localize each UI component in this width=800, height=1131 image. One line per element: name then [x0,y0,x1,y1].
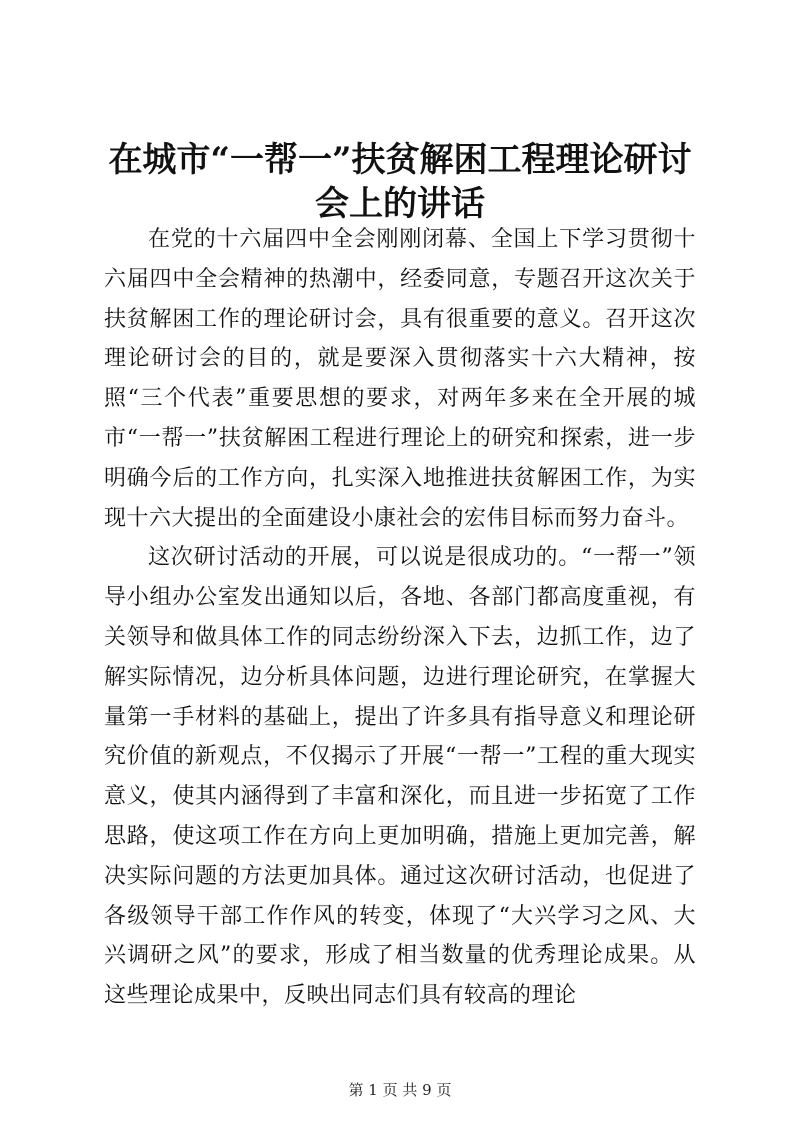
document-title: 在城市“一帮一”扶贫解困工程理论研讨会上的讲话 [108,140,692,224]
paragraph-2: 这次研讨活动的开展，可以说是很成功的。“一帮一”领导小组办公室发出通知以后，各地、各部门都高度重视，有关领导和做具体工作的同志纷纷深入下去，边抓工作，边了解实际情况，边分析具体问题，边进行理论研究，在掌握大量第一手材料的基础上，提出了许多具有指导意义和理论研究价值的新观点，不仅揭示了开展“一帮一”工程的重大现实意义，使其内涵得到了丰富和深化，而且进一步拓宽了工作思路，使这项工作在方向上更加明确，措施上更加完善，解决实际问题的方法更加具体。通过这次研讨活动，也促进了各级领导干部工作作风的转变，体现了“大兴学习之风、大兴调研之风”的要求，形成了相当数量的优秀理论成果。从这些理论成果中，反映出同志们具有较高的理论 [104,545,696,1009]
paragraph-1: 在党的十六届四中全会刚刚闭幕、全国上下学习贯彻十六届四中全会精神的热潮中，经委同意，专题召开这次关于扶贫解困工作的理论研讨会，具有很重要的意义。召开这次理论研讨会的目的，就是要深入贯彻落实十六大精神，按照“三个代表”重要思想的要求，对两年多来在全开展的城市“一帮一”扶贫解困工程进行理论上的研究和探索，进一步明确今后的工作方向，扎实深入地推进扶贫解困工作，为实现十六大提出的全面建设小康社会的宏伟目标而努力奋斗。 [104,227,696,531]
page-number-footer: 第 1 页 共 9 页 [348,1081,452,1099]
document-body [104,220,696,1016]
